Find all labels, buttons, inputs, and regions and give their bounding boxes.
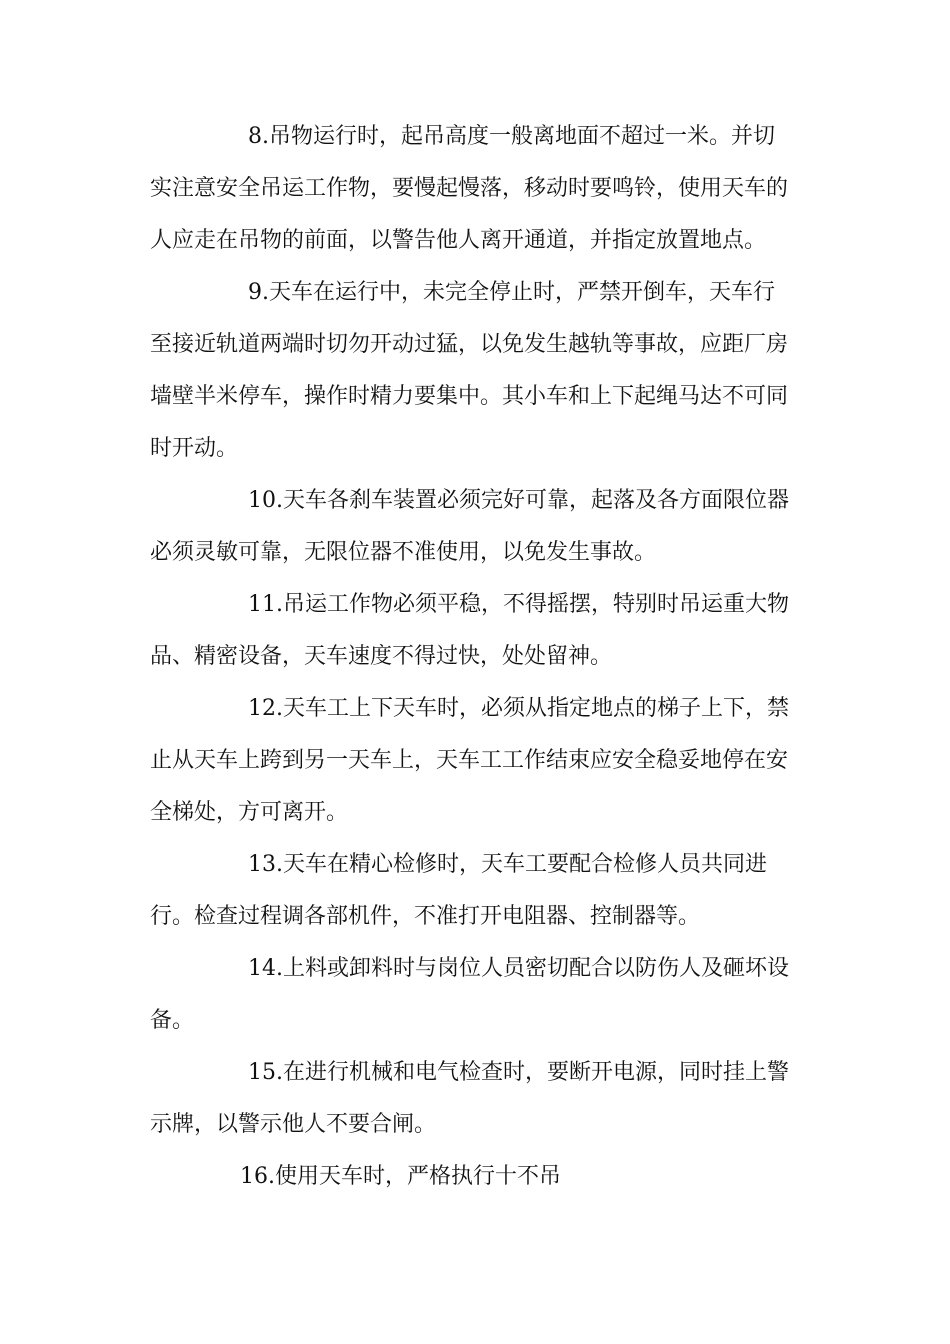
- paragraph-8-line-2: 实注意安全吊运工作物，要慢起慢落，移动时要鸣铃，使用天车的: [150, 176, 789, 201]
- paragraph-9-line-1: 9.天车在运行中，未完全停止时，严禁开倒车，天车行: [248, 280, 775, 305]
- paragraph-11-line-2: 品、精密设备，天车速度不得过快，处处留神。: [150, 644, 613, 669]
- paragraph-9-line-4: 时开动。: [150, 436, 239, 461]
- paragraph-10-line-1: 10.天车各刹车装置必须完好可靠，起落及各方面限位器: [248, 488, 789, 513]
- paragraph-15-line-1: 15.在进行机械和电气检查时，要断开电源，同时挂上警: [248, 1060, 789, 1085]
- paragraph-9-line-2: 至接近轨道两端时切勿开动过猛，以免发生越轨等事故，应距厂房: [150, 332, 789, 357]
- paragraph-12-line-1: 12.天车工上下天车时，必须从指定地点的梯子上下，禁: [248, 696, 789, 721]
- paragraph-11-line-1: 11.吊运工作物必须平稳，不得摇摆，特别时吊运重大物: [248, 592, 789, 617]
- paragraph-10-line-2: 必须灵敏可靠，无限位器不准使用，以免发生事故。: [150, 540, 657, 565]
- paragraph-16-line-1: 16.使用天车时，严格执行十不吊: [240, 1164, 561, 1189]
- paragraph-14-line-1: 14.上料或卸料时与岗位人员密切配合以防伤人及砸坏设: [248, 956, 789, 981]
- paragraph-12-line-3: 全梯处，方可离开。: [150, 800, 349, 825]
- paragraph-14-line-2: 备。: [150, 1008, 195, 1033]
- paragraph-13-line-1: 13.天车在精心检修时，天车工要配合检修人员共同进: [248, 852, 767, 877]
- paragraph-9-line-3: 墙壁半米停车，操作时精力要集中。其小车和上下起绳马达不可同: [150, 384, 789, 409]
- paragraph-12-line-2: 止从天车上跨到另一天车上，天车工工作结束应安全稳妥地停在安: [150, 748, 789, 773]
- paragraph-13-line-2: 行。检查过程调各部机件，不准打开电阻器、控制器等。: [150, 904, 701, 929]
- paragraph-8-line-3: 人应走在吊物的前面，以警告他人离开通道，并指定放置地点。: [150, 228, 767, 253]
- paragraph-8-line-1: 8.吊物运行时，起吊高度一般离地面不超过一米。并切: [248, 124, 775, 149]
- paragraph-15-line-2: 示牌，以警示他人不要合闸。: [150, 1112, 437, 1137]
